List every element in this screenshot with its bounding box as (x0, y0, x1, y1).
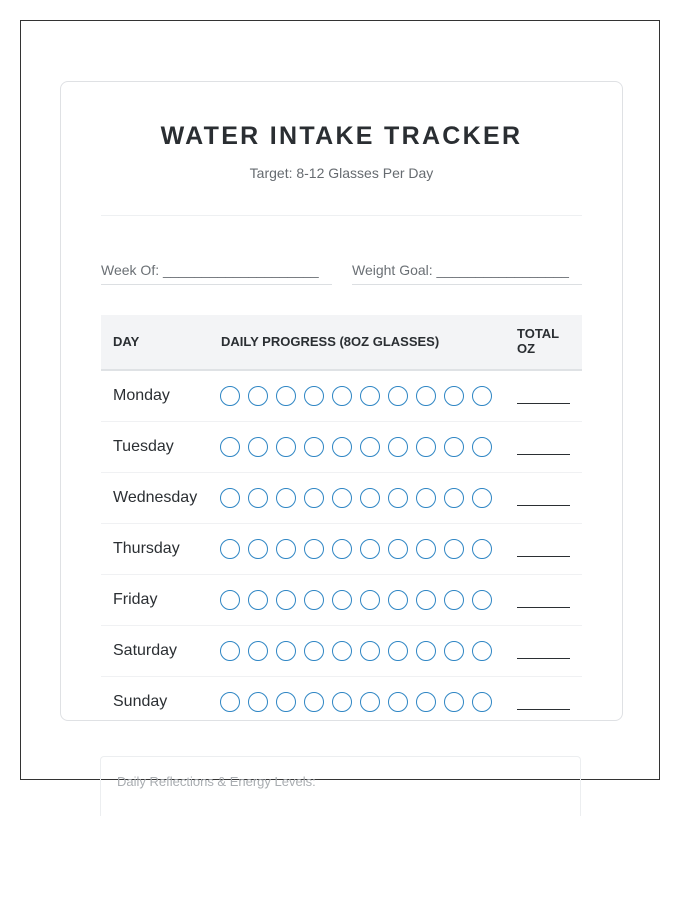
glass-circle-icon[interactable] (472, 641, 492, 661)
glass-circle-icon[interactable] (220, 692, 240, 712)
glass-circle-icon[interactable] (276, 488, 296, 508)
glass-circle-icon[interactable] (388, 590, 408, 610)
week-of-label: Week Of: ____________________ (101, 262, 319, 278)
glass-circle-icon[interactable] (248, 386, 268, 406)
glass-circle-icon[interactable] (388, 488, 408, 508)
glass-circle-icon[interactable] (444, 641, 464, 661)
glass-circle-icon[interactable] (472, 488, 492, 508)
glass-circle-icon[interactable] (444, 386, 464, 406)
glass-circle-icon[interactable] (248, 692, 268, 712)
glass-circle-icon[interactable] (472, 539, 492, 559)
table-row (101, 524, 582, 575)
table-row (101, 626, 582, 677)
glass-circle-icon[interactable] (304, 437, 324, 457)
glass-circle-icon[interactable] (304, 641, 324, 661)
intake-table (101, 315, 582, 721)
glass-circle-icon[interactable] (416, 386, 436, 406)
glass-circle-icon[interactable] (416, 539, 436, 559)
glass-circle-icon[interactable] (472, 590, 492, 610)
header-progress: DAILY PROGRESS (8OZ GLASSES) (221, 334, 440, 349)
glass-circle-icon[interactable] (360, 590, 380, 610)
glass-circle-icon[interactable] (248, 437, 268, 457)
day-label: Monday (113, 387, 170, 404)
glass-circle-icon[interactable] (388, 692, 408, 712)
weight-goal-label: Weight Goal: _________________ (352, 262, 569, 278)
glass-circle-icon[interactable] (472, 386, 492, 406)
table-row (101, 677, 582, 721)
header-total-oz: TOTAL OZ (517, 326, 560, 356)
glass-circle-icon[interactable] (332, 386, 352, 406)
page-title: WATER INTAKE TRACKER (160, 122, 523, 150)
total-oz-blank[interactable] (517, 709, 570, 710)
glass-circle-icon[interactable] (276, 590, 296, 610)
glass-circle-icon[interactable] (472, 437, 492, 457)
glass-circle-icon[interactable] (416, 641, 436, 661)
table-row (101, 422, 582, 473)
glass-circle-icon[interactable] (416, 590, 436, 610)
glass-circle-icon[interactable] (220, 539, 240, 559)
glass-circle-icon[interactable] (360, 437, 380, 457)
table-row (101, 371, 582, 422)
glass-circle-icon[interactable] (332, 641, 352, 661)
total-oz-blank[interactable] (517, 505, 570, 506)
glass-circle-icon[interactable] (304, 590, 324, 610)
glass-circle-icon[interactable] (360, 386, 380, 406)
glass-circle-icon[interactable] (332, 437, 352, 457)
header-day: DAY (113, 334, 140, 349)
glass-circle-icon[interactable] (304, 488, 324, 508)
glass-circle-icon[interactable] (388, 641, 408, 661)
table-row (101, 575, 582, 626)
glass-circle-icon[interactable] (416, 692, 436, 712)
glass-circle-icon[interactable] (276, 692, 296, 712)
glass-circle-icon[interactable] (248, 539, 268, 559)
total-oz-blank[interactable] (517, 658, 570, 659)
glass-circle-icon[interactable] (220, 488, 240, 508)
glass-circle-icon[interactable] (332, 488, 352, 508)
glass-circle-icon[interactable] (220, 386, 240, 406)
glass-circle-icon[interactable] (416, 488, 436, 508)
page-subtitle: Target: 8-12 Glasses Per Day (249, 165, 434, 181)
total-oz-blank[interactable] (517, 607, 570, 608)
glass-circle-icon[interactable] (444, 692, 464, 712)
table-row (101, 473, 582, 524)
week-of-field[interactable] (101, 262, 332, 285)
glass-circle-icon[interactable] (332, 539, 352, 559)
glass-circle-icon[interactable] (360, 539, 380, 559)
glass-circle-icon[interactable] (248, 641, 268, 661)
tracker-card (60, 81, 623, 721)
glass-circle-icon[interactable] (472, 692, 492, 712)
glass-circle-icon[interactable] (276, 437, 296, 457)
reflections-label: Daily Reflections & Energy Levels: (117, 774, 316, 789)
glass-circle-icon[interactable] (220, 437, 240, 457)
day-label: Wednesday (113, 489, 198, 506)
glass-circle-icon[interactable] (444, 488, 464, 508)
weight-goal-field[interactable] (352, 262, 582, 285)
glass-circle-icon[interactable] (220, 641, 240, 661)
table-body (101, 371, 582, 721)
glass-circle-icon[interactable] (444, 539, 464, 559)
glass-circle-icon[interactable] (444, 437, 464, 457)
glass-circle-icon[interactable] (360, 692, 380, 712)
glass-circle-icon[interactable] (360, 641, 380, 661)
glass-circle-icon[interactable] (220, 590, 240, 610)
reflections-box[interactable] (100, 756, 581, 816)
glass-circle-icon[interactable] (304, 539, 324, 559)
total-oz-blank[interactable] (517, 556, 570, 557)
day-label: Thursday (113, 540, 180, 557)
day-label: Saturday (113, 642, 178, 659)
glass-circle-icon[interactable] (416, 437, 436, 457)
header-divider (101, 215, 582, 216)
day-label: Friday (113, 591, 158, 608)
table-header (101, 315, 582, 371)
glass-circle-icon[interactable] (444, 590, 464, 610)
glass-circle-icon[interactable] (304, 386, 324, 406)
glass-circle-icon[interactable] (332, 590, 352, 610)
glass-circle-icon[interactable] (276, 386, 296, 406)
glass-circle-icon[interactable] (276, 641, 296, 661)
glass-circle-icon[interactable] (360, 488, 380, 508)
glass-circle-icon[interactable] (388, 437, 408, 457)
glass-circle-icon[interactable] (276, 539, 296, 559)
glass-circle-icon[interactable] (248, 488, 268, 508)
glass-circle-icon[interactable] (248, 590, 268, 610)
day-label: Sunday (113, 693, 168, 710)
day-label: Tuesday (113, 438, 174, 455)
total-oz-blank[interactable] (517, 454, 570, 455)
glass-circle-icon[interactable] (304, 692, 324, 712)
glass-circle-icon[interactable] (332, 692, 352, 712)
total-oz-blank[interactable] (517, 403, 570, 404)
glass-circle-icon[interactable] (388, 386, 408, 406)
glass-circle-icon[interactable] (388, 539, 408, 559)
